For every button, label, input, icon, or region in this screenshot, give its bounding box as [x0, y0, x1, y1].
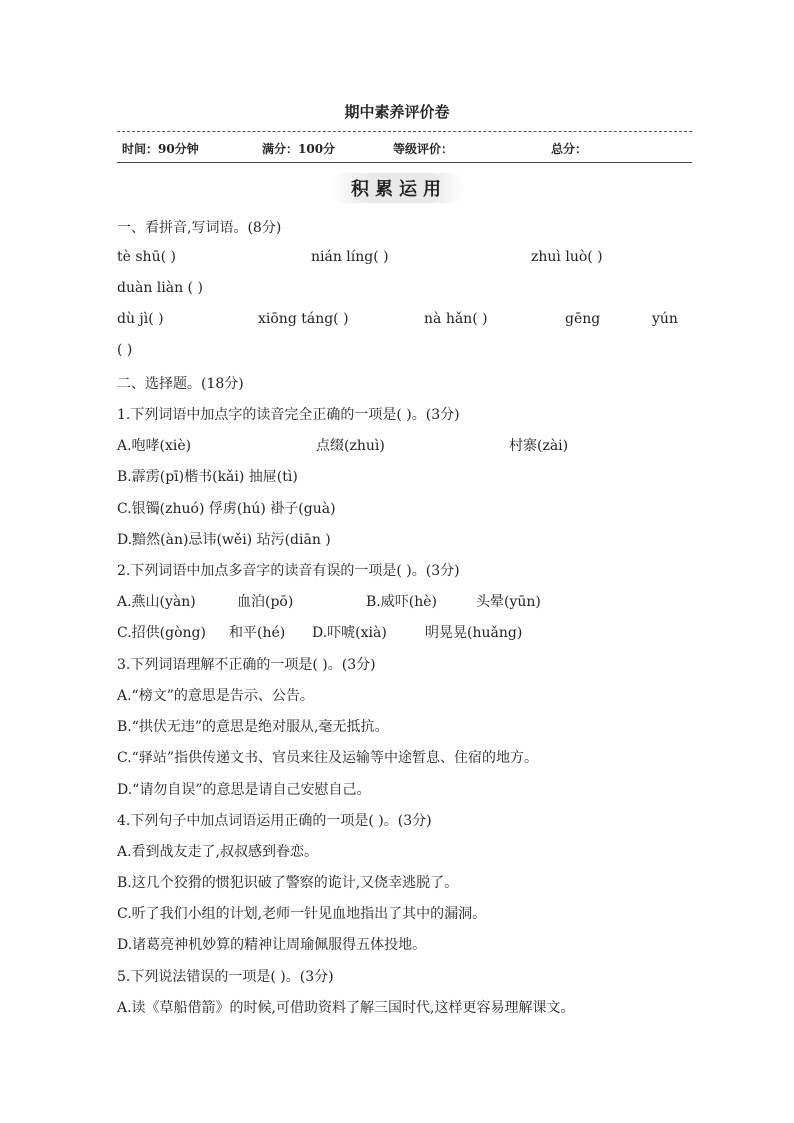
q2-heading: 二、选择题。(18分): [117, 376, 244, 392]
option-c: C.招供(gòng): [117, 625, 206, 641]
option-a: A.读《草船借箭》的时候,可借助资料了解三国时代,这样更容易理解课文。: [117, 1000, 575, 1016]
section-banner: [0, 173, 794, 203]
question-stem: 1.下列词语中加点字的读音完全正确的一项是( )。(3分): [117, 407, 460, 423]
pinyin-item: xiōng táng( ): [258, 311, 349, 327]
option-a: A.“榜文”的意思是告示、公告。: [117, 688, 314, 704]
pinyin-item: zhuì luò( ): [531, 249, 603, 265]
option-a: 血泊(pō): [237, 594, 294, 610]
grade-label: 等级评价：: [393, 142, 454, 156]
option-c: C.“驿站”指供传递文书、官员来往及运输等中途暂息、住宿的地方。: [117, 750, 538, 766]
q1-heading: 一、看拼音,写词语。(8分): [117, 220, 282, 236]
option-d: 明晃晃(huǎng): [425, 625, 523, 641]
option-b: B.这几个狡猾的惯犯识破了警察的诡计,又侥幸逃脱了。: [117, 875, 459, 891]
option-a: 村寨(zài): [509, 438, 569, 454]
question-stem: 3.下列词语理解不正确的一项是( )。(3分): [117, 657, 376, 673]
question-stem: 2.下列词语中加点多音字的读音有误的一项是( )。(3分): [117, 563, 460, 579]
option-b: B.霹雳(pī)楷书(kǎi) 抽屉(tì): [117, 469, 298, 485]
option-d: D.诸葛亮神机妙算的精神让周瑜佩服得五体投地。: [117, 937, 427, 953]
option-a: 点缀(zhuì): [316, 438, 385, 454]
option-a: A.咆哮(xiè): [117, 438, 192, 454]
header-rule: [117, 162, 692, 163]
total-score-label: 总分：: [551, 142, 588, 156]
option-a: A.看到战友走了,叔叔感到眷恋。: [117, 844, 319, 860]
pinyin-item: tè shū( ): [117, 249, 176, 265]
pinyin-item: gēng: [565, 311, 601, 327]
dashed-divider: [117, 131, 692, 132]
option-d: D.吓唬(xià): [312, 625, 387, 641]
pinyin-item: duàn liàn ( ): [117, 280, 203, 296]
answer-blank: ( ): [117, 342, 133, 358]
pinyin-item: nián líng( ): [311, 249, 389, 265]
option-c: 和平(hé): [229, 625, 286, 641]
pinyin-item: nà hǎn( ): [424, 311, 488, 327]
option-d: D.“请勿自误”的意思是请自己安慰自己。: [117, 782, 371, 798]
option-b: 头晕(yūn): [476, 594, 541, 610]
option-c: C.听了我们小组的计划,老师一针见血地指出了其中的漏洞。: [117, 906, 487, 922]
pinyin-item: yún: [652, 311, 678, 327]
question-stem: 5.下列说法错误的一项是( )。(3分): [117, 969, 334, 985]
option-b: B.威吓(hè): [366, 594, 437, 610]
pinyin-item: dù jì( ): [117, 311, 164, 327]
option-a: A.燕山(yàn): [117, 594, 196, 610]
question-stem: 4.下列句子中加点词语运用正确的一项是( )。(3分): [117, 813, 432, 829]
option-b: B.“拱伏无违”的意思是绝对服从,毫无抵抗。: [117, 719, 389, 735]
full-score-label: 满分：100分: [262, 142, 336, 156]
option-c: C.银镯(zhuó) 俘虏(hú) 褂子(guà): [117, 501, 336, 517]
option-d: D.黯然(àn)忌讳(wěi) 玷污(diān ): [117, 532, 331, 548]
section-title: 积累运用: [329, 173, 465, 203]
time-label: 时间：90分钟: [122, 142, 199, 156]
paper-title: 期中素养评价卷: [344, 103, 450, 121]
